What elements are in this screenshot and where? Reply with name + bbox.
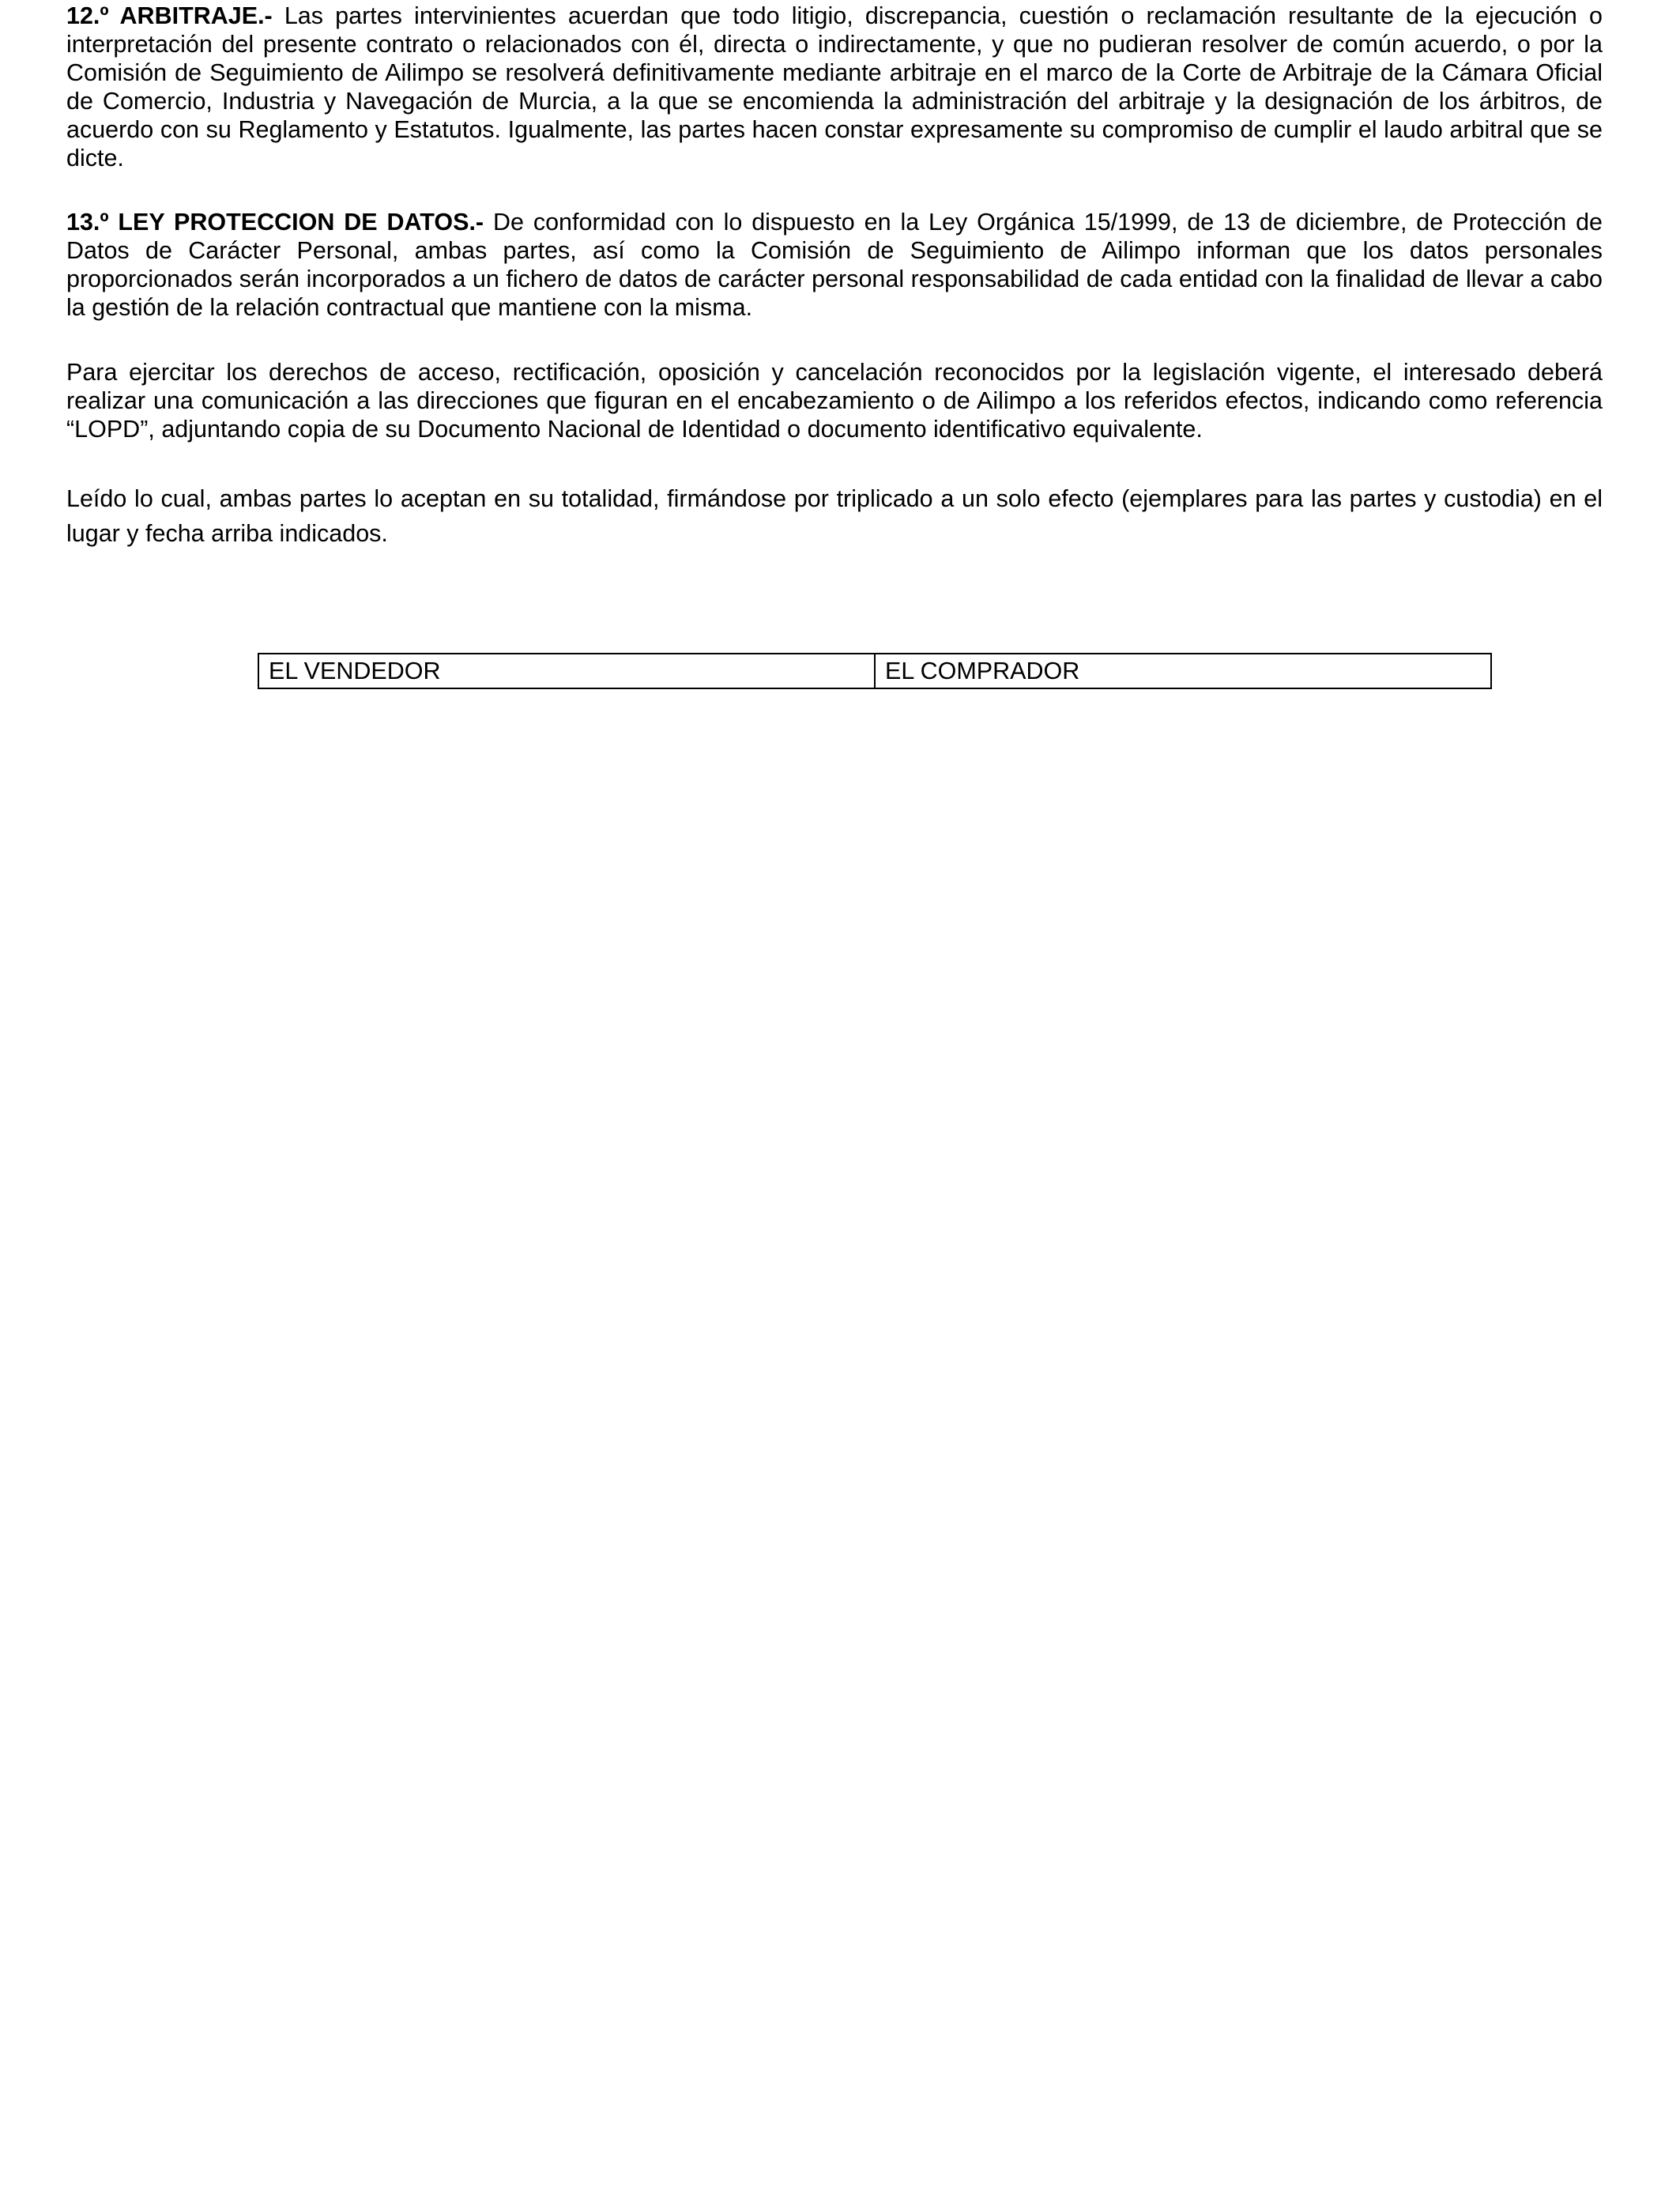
clause-text: De conformidad con lo dispuesto en la Ley Orgánica 15/1999, de 13 de diciembre, de Protección de Datos de Carácter Personal, ambas partes, así como la Comisión de Seguimiento de Ailimpo informan que los datos personales proporcionados serán incorporados a un fichero de datos de carácter personal responsabilidad de cada entidad con la finalidad de llevar a cabo la gestión de la relación contractual que mantiene con la misma. [66, 209, 1603, 321]
clause-text: Las partes intervinientes acuerdan que todo litigio, discrepancia, cuestión o reclamación resultante de la ejecución o interpretación del presente contrato o relacionados con él, directa o indirectamente, y que no pudieran resolver de común acuerdo, o por la Comisión de Seguimiento de Ailimpo se resolverá definitivamente mediante arbitraje en el marco de la Corte de Arbitraje de la Cámara Oficial de Comercio, Industria y Navegación de Murcia, a la que se encomienda la administración del arbitraje y la designación de los árbitros, de acuerdo con su Reglamento y Estatutos. Igualmente, las partes hacen constar expresamente su compromiso de cumplir el laudo arbitral que se dicte. [66, 2, 1603, 172]
clause-proteccion-datos [66, 208, 1603, 322]
signature-table [258, 653, 1492, 689]
seller-signature-cell: EL VENDEDOR [269, 658, 441, 684]
rights-paragraph: Para ejercitar los derechos de acceso, rectificación, oposición y cancelación reconocidos por la legislación vigente, el interesado deberá realizar una comunicación a las direcciones que figuran en el encabezamiento o de Ailimpo a los referidos efectos, indicando como referencia “LOPD”, adjuntando copia de su Documento Nacional de Identidad o documento identificativo equivalente. [66, 359, 1603, 443]
clause-arbitraje [66, 2, 1603, 172]
clause-heading: 12.º ARBITRAJE.- [66, 2, 273, 29]
buyer-signature-cell: EL COMPRADOR [874, 654, 1490, 688]
clause-heading: 13.º LEY PROTECCION DE DATOS.- [66, 209, 484, 236]
closing-paragraph: Leído lo cual, ambas partes lo aceptan en su totalidad, firmándose por triplicado a un solo efecto (ejemplares para las partes y custodia) en el lugar y fecha arriba indicados. [66, 485, 1603, 547]
